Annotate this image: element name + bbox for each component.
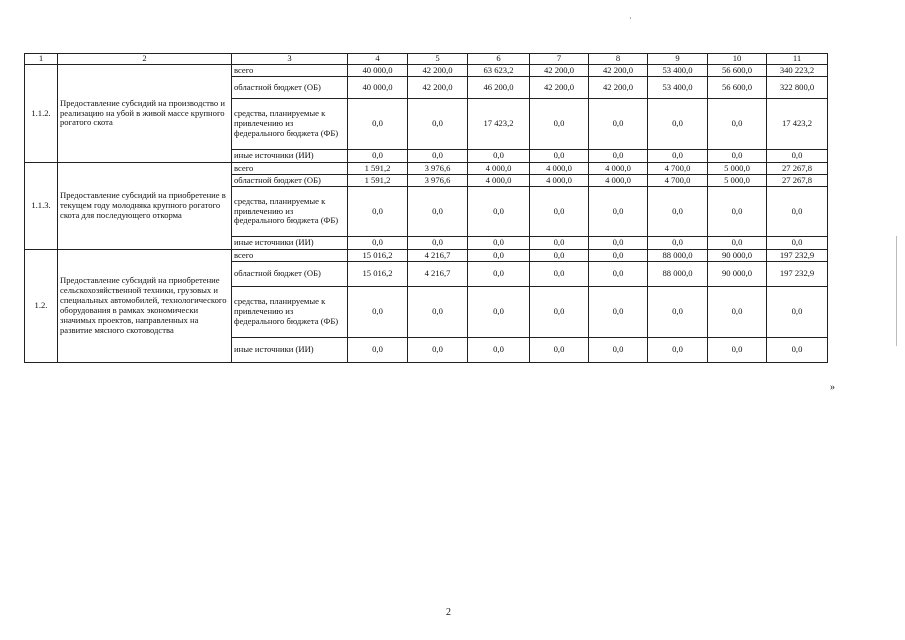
value-cell: 53 400,0: [648, 77, 708, 99]
value-cell: 4 000,0: [530, 175, 589, 187]
value-cell: 40 000,0: [348, 65, 408, 77]
value-cell: 0,0: [589, 150, 648, 163]
header-cell: 6: [468, 54, 530, 65]
value-cell: 0,0: [348, 150, 408, 163]
table-row: [25, 250, 828, 262]
item-code: 1.1.2.: [25, 65, 58, 163]
value-cell: 1 591,2: [348, 163, 408, 175]
value-cell: 88 000,0: [648, 250, 708, 262]
value-cell: 90 000,0: [708, 262, 767, 287]
value-cell: 0,0: [530, 99, 589, 150]
budget-table: [24, 53, 828, 363]
value-cell: 5 000,0: [708, 163, 767, 175]
value-cell: 46 200,0: [468, 77, 530, 99]
value-cell: 27 267,8: [767, 163, 828, 175]
value-cell: 53 400,0: [648, 65, 708, 77]
value-cell: 40 000,0: [348, 77, 408, 99]
scan-edge-line: [896, 236, 897, 346]
value-cell: 0,0: [408, 150, 468, 163]
value-cell: 0,0: [348, 287, 408, 338]
funding-source: всего: [232, 65, 348, 77]
value-cell: 0,0: [767, 187, 828, 237]
funding-source: областной бюджет (ОБ): [232, 262, 348, 287]
funding-source: иные источники (ИИ): [232, 150, 348, 163]
closing-quote: »: [830, 382, 835, 393]
value-cell: 0,0: [648, 99, 708, 150]
value-cell: 0,0: [468, 250, 530, 262]
value-cell: 0,0: [648, 287, 708, 338]
value-cell: 0,0: [767, 338, 828, 363]
value-cell: 4 700,0: [648, 163, 708, 175]
funding-source: средства, планируемые к привлечению из федерального бюджета (ФБ): [232, 287, 348, 338]
value-cell: 0,0: [468, 262, 530, 287]
value-cell: 63 623,2: [468, 65, 530, 77]
table-row: [25, 163, 828, 175]
header-cell: 4: [348, 54, 408, 65]
header-cell: 5: [408, 54, 468, 65]
value-cell: 0,0: [408, 338, 468, 363]
value-cell: 0,0: [530, 338, 589, 363]
value-cell: 0,0: [408, 237, 468, 250]
value-cell: 17 423,2: [767, 99, 828, 150]
value-cell: 0,0: [530, 237, 589, 250]
funding-source: средства, планируемые к привлечению из федерального бюджета (ФБ): [232, 99, 348, 150]
header-cell: 1: [25, 54, 58, 65]
value-cell: 0,0: [708, 99, 767, 150]
value-cell: 0,0: [648, 150, 708, 163]
value-cell: 0,0: [767, 150, 828, 163]
value-cell: 0,0: [708, 338, 767, 363]
value-cell: 197 232,9: [767, 262, 828, 287]
value-cell: 0,0: [589, 99, 648, 150]
value-cell: 0,0: [348, 99, 408, 150]
value-cell: 0,0: [348, 338, 408, 363]
value-cell: 0,0: [348, 187, 408, 237]
funding-source: областной бюджет (ОБ): [232, 77, 348, 99]
value-cell: 0,0: [530, 150, 589, 163]
value-cell: 42 200,0: [408, 65, 468, 77]
value-cell: 4 000,0: [589, 163, 648, 175]
value-cell: 4 000,0: [589, 175, 648, 187]
table-row: [25, 65, 828, 77]
value-cell: 4 216,7: [408, 250, 468, 262]
value-cell: 5 000,0: [708, 175, 767, 187]
funding-source: иные источники (ИИ): [232, 338, 348, 363]
value-cell: 15 016,2: [348, 262, 408, 287]
value-cell: 4 000,0: [468, 163, 530, 175]
value-cell: 0,0: [530, 287, 589, 338]
header-cell: 2: [58, 54, 232, 65]
item-code: 1.2.: [25, 250, 58, 363]
value-cell: 42 200,0: [530, 65, 589, 77]
header-cell: 11: [767, 54, 828, 65]
value-cell: 0,0: [468, 237, 530, 250]
value-cell: 0,0: [708, 237, 767, 250]
value-cell: 56 600,0: [708, 65, 767, 77]
funding-source: областной бюджет (ОБ): [232, 175, 348, 187]
value-cell: 0,0: [468, 150, 530, 163]
value-cell: 0,0: [708, 187, 767, 237]
header-cell: 7: [530, 54, 589, 65]
funding-source: всего: [232, 163, 348, 175]
value-cell: 0,0: [589, 262, 648, 287]
value-cell: 42 200,0: [589, 65, 648, 77]
value-cell: 3 976,6: [408, 175, 468, 187]
header-cell: 8: [589, 54, 648, 65]
page-number: 2: [446, 607, 451, 618]
item-description: Предоставление субсидий на приобретение в текущем году молодняка крупного рогатого скота для последующего откорма: [58, 163, 232, 250]
value-cell: 0,0: [589, 250, 648, 262]
value-cell: 0,0: [648, 338, 708, 363]
value-cell: 0,0: [589, 338, 648, 363]
value-cell: 0,0: [767, 287, 828, 338]
funding-source: средства, планируемые к привлечению из федерального бюджета (ФБ): [232, 187, 348, 237]
value-cell: 0,0: [767, 237, 828, 250]
item-code: 1.1.3.: [25, 163, 58, 250]
value-cell: 0,0: [530, 250, 589, 262]
value-cell: 0,0: [530, 262, 589, 287]
value-cell: 0,0: [708, 150, 767, 163]
value-cell: 0,0: [589, 287, 648, 338]
value-cell: 0,0: [468, 287, 530, 338]
value-cell: 42 200,0: [589, 77, 648, 99]
value-cell: 4 216,7: [408, 262, 468, 287]
value-cell: 0,0: [408, 99, 468, 150]
value-cell: 0,0: [589, 237, 648, 250]
value-cell: 0,0: [348, 237, 408, 250]
value-cell: 197 232,9: [767, 250, 828, 262]
value-cell: 340 223,2: [767, 65, 828, 77]
value-cell: 88 000,0: [648, 262, 708, 287]
header-cell: 10: [708, 54, 767, 65]
value-cell: 0,0: [648, 237, 708, 250]
table-body: [25, 54, 828, 363]
value-cell: 0,0: [468, 338, 530, 363]
item-description: Предоставление субсидий на приобретение сельскохозяйственной техники, грузовых и специальных автомобилей, технологического оборудования в рамках экономически значимых проектов, направленных на развитие мясного скотоводства: [58, 250, 232, 363]
value-cell: 15 016,2: [348, 250, 408, 262]
value-cell: 4 000,0: [468, 175, 530, 187]
header-cell: 3: [232, 54, 348, 65]
value-cell: 3 976,6: [408, 163, 468, 175]
value-cell: 4 000,0: [530, 163, 589, 175]
value-cell: 42 200,0: [530, 77, 589, 99]
value-cell: 17 423,2: [468, 99, 530, 150]
value-cell: 90 000,0: [708, 250, 767, 262]
value-cell: 0,0: [408, 187, 468, 237]
value-cell: 0,0: [468, 187, 530, 237]
value-cell: 0,0: [408, 287, 468, 338]
value-cell: 0,0: [708, 287, 767, 338]
value-cell: 0,0: [589, 187, 648, 237]
value-cell: 0,0: [648, 187, 708, 237]
value-cell: 0,0: [530, 187, 589, 237]
value-cell: 1 591,2: [348, 175, 408, 187]
value-cell: 42 200,0: [408, 77, 468, 99]
funding-source: всего: [232, 250, 348, 262]
value-cell: 322 800,0: [767, 77, 828, 99]
item-description: Предоставление субсидий на производство и реализацию на убой в живой массе крупного рогатого скота: [58, 65, 232, 163]
header-cell: 9: [648, 54, 708, 65]
header-row: [25, 54, 828, 65]
value-cell: 56 600,0: [708, 77, 767, 99]
funding-source: иные источники (ИИ): [232, 237, 348, 250]
value-cell: 4 700,0: [648, 175, 708, 187]
value-cell: 27 267,8: [767, 175, 828, 187]
scan-dot: ·: [629, 14, 632, 23]
